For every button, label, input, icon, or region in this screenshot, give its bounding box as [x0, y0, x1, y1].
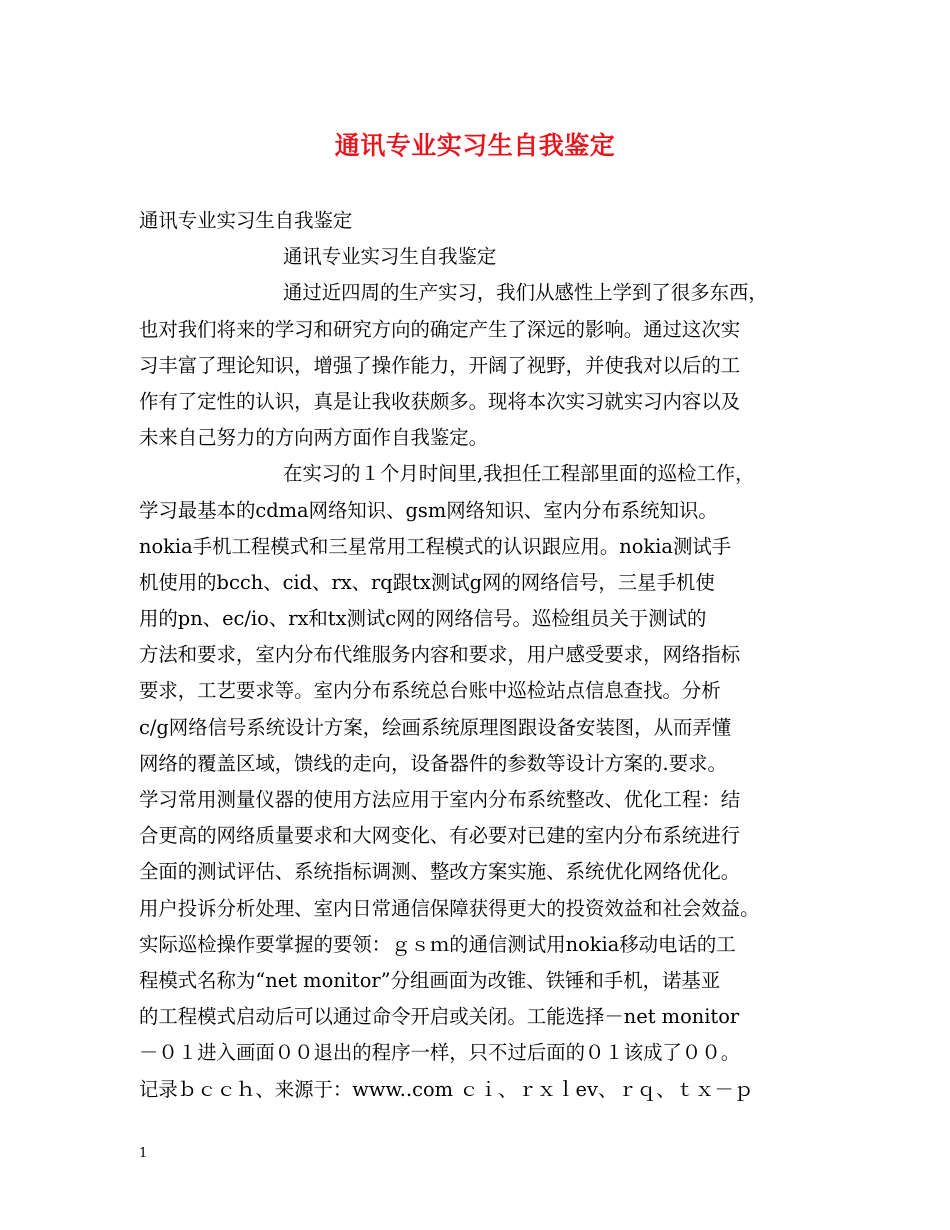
body-line: 要求，工艺要求等。室内分布系统总台账中巡检站点信息查找。分析 [139, 679, 721, 703]
body-line: 网络的覆盖区域，馈线的走向，设备器件的参数等设计方案的.要求。 [139, 751, 727, 775]
document-body [139, 203, 823, 1108]
document-title: 通讯专业实习生自我鉴定 [334, 131, 616, 160]
body-line: 习丰富了理论知识，增强了操作能力，开阔了视野，并使我对以后的工 [139, 353, 741, 377]
body-line: 通讯专业实习生自我鉴定 [139, 209, 353, 232]
body-line: nokia手机工程模式和三星常用工程模式的认识跟应用。nokia测试手 [139, 534, 732, 558]
body-line: 全面的测试评估、系统指标调测、整改方案实施、系统优化网络优化。 [139, 860, 741, 884]
body-line: 学习常用测量仪器的使用方法应用于室内分布系统整改、优化工程：结 [139, 788, 741, 811]
body-line: 未来自己努力的方向两方面作自我鉴定。 [139, 426, 489, 450]
body-line: 用户投诉分析处理、室内日常通信保障获得更大的投资效益和社会效益。 [139, 896, 760, 920]
body-line: 程模式名称为“net monitor”分组画面为改锥、铁锤和手机，诺基亚 [139, 968, 721, 992]
body-line: 也对我们将来的学习和研究方向的确定产生了深远的影响。通过这次实 [139, 317, 741, 341]
body-line: 通讯专业实习生自我鉴定 [283, 245, 497, 269]
body-line: 方法和要求，室内分布代维服务内容和要求，用户感受要求，网络指标 [139, 643, 741, 667]
body-line: 的工程模式启动后可以通过命令开启或关闭。工能选择－net monitor [139, 1005, 740, 1029]
body-line: 作有了定性的认识，真是让我收获颇多。现将本次实习就实习内容以及 [139, 389, 741, 413]
body-line: 记录ｂｃｃｈ、来源于：www..com ｃｉ、ｒｘｌev、ｒｑ、ｔｘ－ｐ [139, 1077, 754, 1101]
body-line: 实际巡检操作要掌握的要领：ｇｓｍ的通信测试用nokia移动电话的工 [139, 932, 736, 956]
body-line: 机使用的bcch、cid、rx、rq跟tx测试g网的网络信号，三星手机使 [139, 570, 715, 594]
body-line: c/g网络信号系统设计方案，绘画系统原理图跟设备安装图，从而弄懂 [139, 715, 732, 739]
body-line: －０１进入画面００退出的程序一样，只不过后面的０１该成了００。 [139, 1041, 741, 1065]
body-line: 用的pn、ec/io、rx和tx测试c网的网络信号。巡检组员关于测试的 [139, 607, 707, 631]
body-line: 学习最基本的cdma网络知识、gsm网络知识、室内分布系统知识。 [139, 498, 718, 522]
body-line: 合更高的网络质量要求和大网变化、有必要对已建的室内分布系统进行 [139, 824, 741, 848]
page-number: 1 [139, 1146, 148, 1161]
body-line: 在实习的１个月时间里,我担任工程部里面的巡检工作， [283, 462, 755, 486]
body-line: 通过近四周的生产实习，我们从感性上学到了很多东西， [283, 281, 768, 305]
